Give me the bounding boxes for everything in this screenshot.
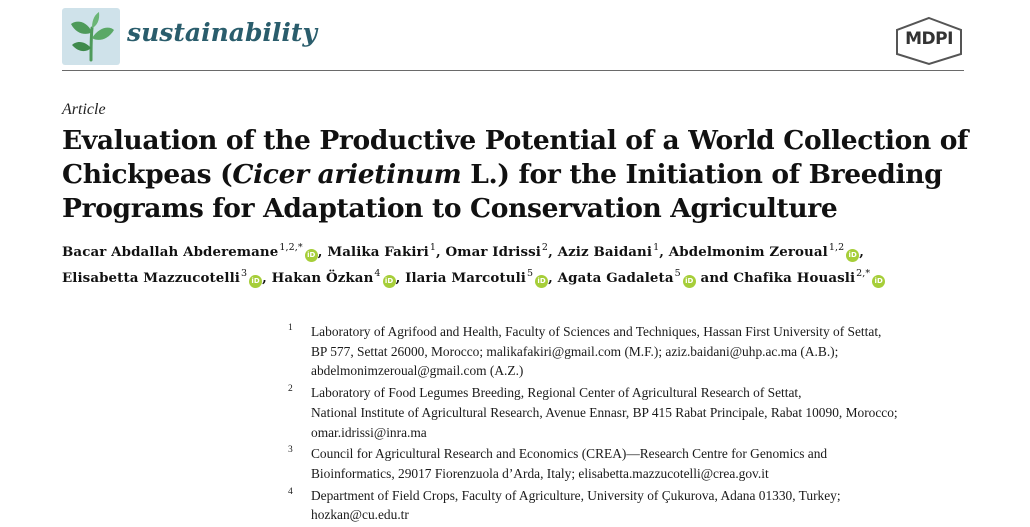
affiliation-line: National Institute of Agricultural Research, Avenue Ennasr, BP 415 Rabat Principale, Rabat 10090, Morocco;	[311, 404, 898, 420]
affiliation-number: 4	[288, 486, 293, 497]
affiliation-line: Department of Field Crops, Faculty of Agriculture, University of Çukurova, Adana 01330, Turkey;	[311, 487, 841, 503]
author[interactable]: Agata Gadaleta$^5$iD	[558, 270, 696, 286]
article-title	[62, 124, 992, 226]
author[interactable]: Elisabetta Mazzucotelli$^3$iD	[62, 270, 262, 286]
article-type: Article	[62, 101, 106, 118]
author[interactable]: Ilaria Marcotuli$^5$iD	[405, 270, 548, 286]
affiliation-line: abdelmonimzeroual@gmail.com (A.Z.)	[311, 363, 524, 379]
author[interactable]: Abdelmonim Zeroual$^{1,2}$iD	[669, 244, 859, 260]
title-line-2b: L.) for the Initiation of Breeding	[461, 159, 943, 190]
affiliation-item	[284, 383, 984, 442]
leaf-icon	[62, 8, 120, 65]
journal-logo	[62, 8, 120, 65]
affiliation-number: 2	[288, 384, 293, 395]
publisher-logo	[893, 16, 965, 66]
affiliation-item	[284, 322, 984, 381]
affiliation-line: Bioinformatics, 29017 Fiorenzuola d’Arda, Italy; elisabetta.mazzucotelli@crea.gov.it	[311, 465, 769, 481]
affiliation-line: Laboratory of Agrifood and Health, Faculty of Sciences and Techniques, Hassan First University of Settat,	[311, 324, 882, 339]
affiliation-list	[284, 322, 984, 527]
affiliation-line: omar.idrissi@inra.ma	[311, 424, 427, 440]
author[interactable]: Aziz Baidani$^1$	[557, 242, 660, 260]
orcid-icon[interactable]: iD	[535, 275, 548, 288]
author[interactable]: Chafika Houasli$^{2,*}$iD	[733, 270, 885, 286]
orcid-icon[interactable]: iD	[683, 275, 696, 288]
orcid-icon[interactable]: iD	[305, 249, 318, 262]
orcid-icon[interactable]: iD	[249, 275, 262, 288]
orcid-icon[interactable]: iD	[383, 275, 396, 288]
affiliation-item	[284, 444, 984, 483]
affiliation-number: 1	[288, 323, 293, 333]
title-line-2a: Chickpeas (	[62, 159, 233, 190]
affiliation-item	[284, 486, 984, 525]
header-divider	[62, 70, 964, 71]
affiliation-number: 3	[288, 445, 293, 456]
author[interactable]: Bacar Abdallah Abderemane$^{1,2,*}$iD	[62, 244, 318, 260]
author[interactable]: Omar Idrissi$^2$	[445, 242, 549, 260]
orcid-icon[interactable]: iD	[872, 275, 885, 288]
publisher-name: MDPI	[905, 29, 953, 49]
author[interactable]: Hakan Özkan$^4$iD	[272, 270, 396, 286]
affiliation-line: Laboratory of Food Legumes Breeding, Regional Center of Agricultural Research of Settat,	[311, 385, 802, 401]
author-list: Bacar Abdallah Abderemane$^{1,2,*}$iD , Malika Fakiri$^1$, Omar Idrissi$^2$, Aziz Baidani$^1$, Abdelmonim Zeroual$^{1,2}$iD , Elisabetta Mazzucotelli$^3$iD , Hakan Özkan$^4$iD , Ilaria Marcotuli$^5$iD , Agata Gadaleta$^5$iD and Chafika Houasli$^{2,*}$iD	[62, 239, 982, 291]
affiliation-line: BP 577, Settat 26000, Morocco; malikafakiri@gmail.com (M.F.); aziz.baidani@uhp.ac.ma (A.B.);	[311, 343, 839, 359]
title-line-1: Evaluation of the Productive Potential of a World Collection of	[62, 125, 969, 156]
orcid-icon[interactable]: iD	[846, 249, 859, 262]
affiliation-line: Council for Agricultural Research and Economics (CREA)—Research Centre for Genomics and	[311, 446, 828, 462]
title-species: Cicer arietinum	[232, 159, 462, 190]
journal-name: sustainability	[127, 18, 317, 47]
affiliation-line: hozkan@cu.edu.tr	[311, 507, 409, 523]
author[interactable]: Malika Fakiri$^1$	[327, 242, 437, 260]
title-line-3: Programs for Adaptation to Conservation Agriculture	[62, 193, 838, 224]
